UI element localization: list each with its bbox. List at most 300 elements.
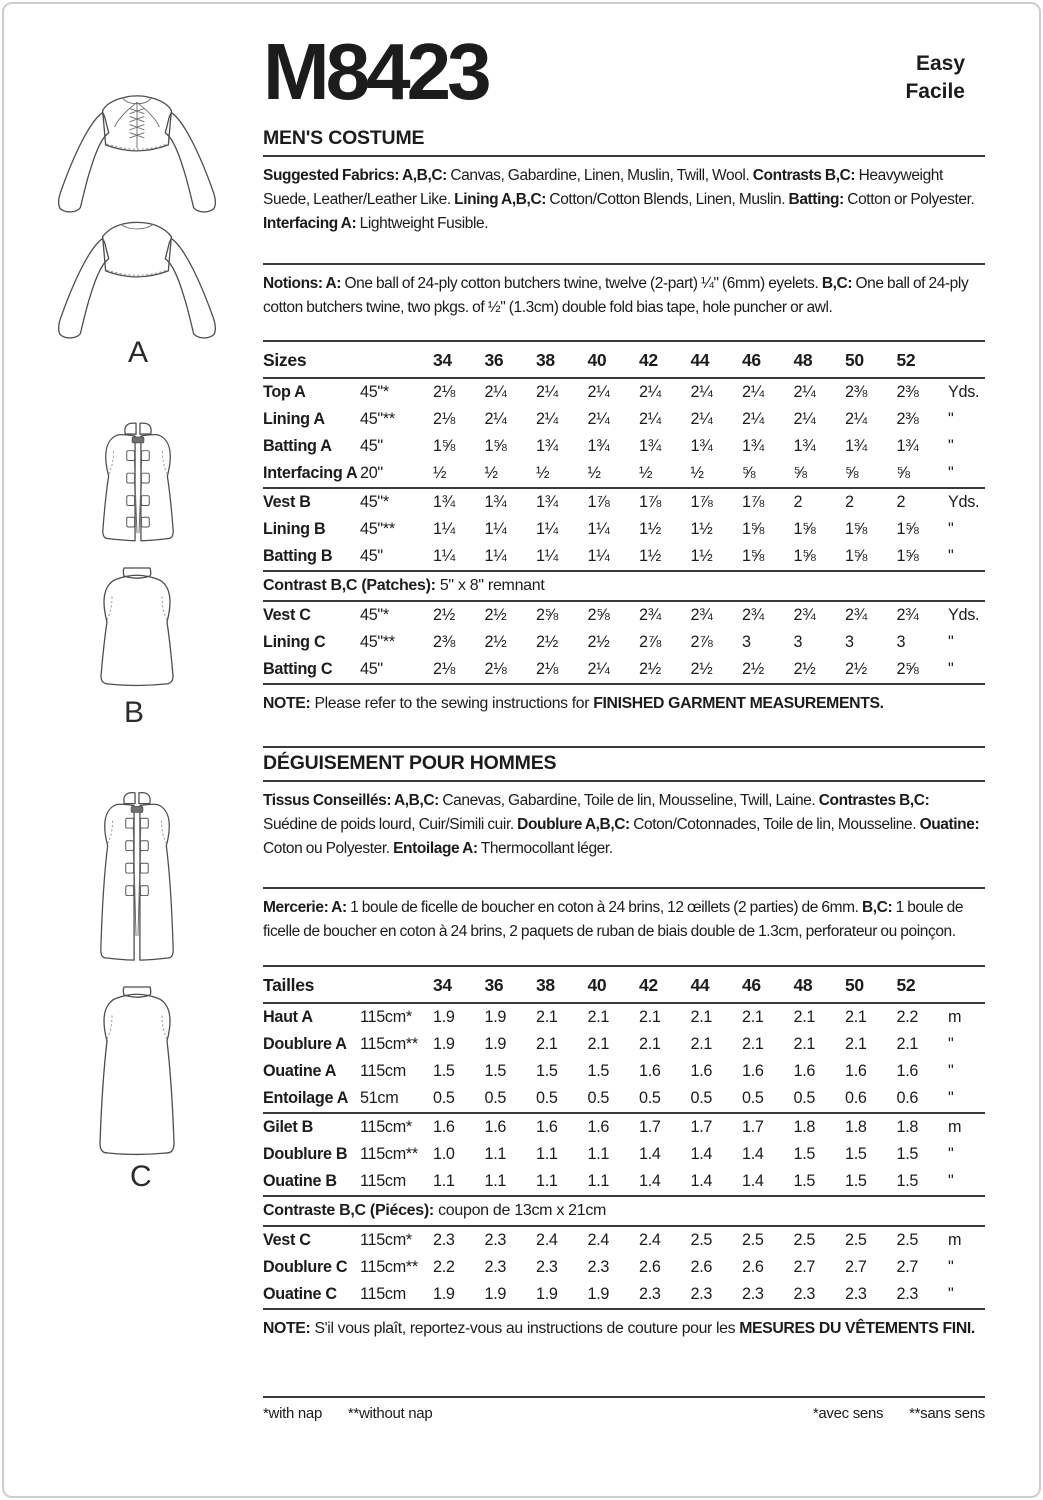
table-cell: 2.4 xyxy=(639,1230,661,1249)
table-cell: Entoilage A xyxy=(263,1088,349,1107)
yardage-rows-c-en xyxy=(263,602,985,683)
table-cell: 0.5 xyxy=(433,1088,455,1107)
table-cell: 2.3 xyxy=(690,1284,713,1303)
table-cell: Doublure B xyxy=(263,1144,348,1163)
table-cell: 2½ xyxy=(587,632,610,651)
table-cell: 20" xyxy=(360,463,383,482)
table-cell: 1½ xyxy=(639,519,661,538)
table-cell: 2½ xyxy=(536,632,558,651)
table-cell: 115cm* xyxy=(360,1117,412,1136)
table-cell: 1¼ xyxy=(587,546,610,565)
table-cell: " xyxy=(948,436,954,455)
size-column-header: 40 xyxy=(587,974,607,995)
table-cell: Doublure C xyxy=(263,1257,348,1276)
text-segment: Lightweight Fusible. xyxy=(356,215,489,233)
table-cell: " xyxy=(948,409,954,428)
french-section-header xyxy=(263,746,985,782)
table-cell: 2.5 xyxy=(845,1230,867,1249)
table-row xyxy=(263,379,985,406)
table-cell: Batting A xyxy=(263,436,332,455)
table-cell: Gilet B xyxy=(263,1117,314,1136)
table-row xyxy=(263,543,985,570)
footer-without-nap-en: **without nap xyxy=(347,1405,433,1422)
table-cell: 1.0 xyxy=(433,1144,455,1163)
size-column-header: 44 xyxy=(690,974,710,995)
table-cell: 2.3 xyxy=(845,1284,867,1303)
table-cell: 1¼ xyxy=(536,519,558,538)
table-cell: Vest C xyxy=(263,1230,311,1249)
size-column-header: 50 xyxy=(845,974,864,995)
table-cell: 2.5 xyxy=(742,1230,764,1249)
table-cell: 1.6 xyxy=(793,1061,816,1080)
table-cell: 1.5 xyxy=(793,1171,816,1190)
table-cell: 2⅛ xyxy=(433,659,455,678)
table-row xyxy=(263,433,985,460)
table-cell: 2⅛ xyxy=(536,659,558,678)
table-cell: 2.6 xyxy=(639,1257,661,1276)
table-cell: 1.1 xyxy=(536,1171,558,1190)
table-cell: 1⅝ xyxy=(896,546,919,565)
text-segment: MESURES DU VÊTEMENTS FINI. xyxy=(739,1319,975,1337)
yardage-rows-b-en xyxy=(263,489,985,570)
garment-c-front-illustration xyxy=(92,786,182,966)
table-cell: 1.9 xyxy=(587,1284,610,1303)
table-cell: 1.9 xyxy=(433,1284,455,1303)
text-segment: 1 boule de ficelle de boucher en coton à 24 brins, 12 œillets (2 parties) de 6mm. xyxy=(346,899,862,917)
text-segment: One ball of 24-ply cotton butchers twine, twelve (2-part) ¼" (6mm) eyelets. xyxy=(341,274,822,292)
table-cell: 1.8 xyxy=(896,1117,919,1136)
table-row xyxy=(263,516,985,543)
table-cell: ½ xyxy=(484,463,498,482)
table-cell: 2½ xyxy=(793,659,816,678)
table-cell: 1¾ xyxy=(536,492,558,511)
garment-b-label: B xyxy=(124,696,145,729)
pattern-number: M8423 xyxy=(263,27,488,116)
divider xyxy=(263,155,985,157)
table-cell: Ouatine A xyxy=(263,1061,337,1080)
table-cell: 2¼ xyxy=(845,409,867,428)
table-cell: 1⅝ xyxy=(793,546,816,565)
note-fr xyxy=(263,1318,985,1341)
table-cell: 115cm** xyxy=(360,1034,418,1053)
table-cell: " xyxy=(948,1257,954,1276)
table-cell: 2.1 xyxy=(639,1007,661,1026)
table-cell: 2.6 xyxy=(690,1257,713,1276)
table-cell: 2¼ xyxy=(536,382,558,401)
table-cell: " xyxy=(948,1171,954,1190)
table-cell: 2⅝ xyxy=(896,659,919,678)
table-cell: 2.1 xyxy=(845,1007,867,1026)
table-cell: " xyxy=(948,1144,954,1163)
table-cell: 2¼ xyxy=(690,409,713,428)
table-cell: Interfacing A xyxy=(263,463,358,482)
table-row xyxy=(263,656,985,683)
table-cell: 1¾ xyxy=(845,436,867,455)
table-cell: 1¼ xyxy=(433,546,455,565)
table-cell: 1.1 xyxy=(587,1144,610,1163)
table-cell: 2.6 xyxy=(742,1257,764,1276)
text-segment: Ouatine: xyxy=(919,815,980,833)
table-row xyxy=(263,1114,985,1141)
table-cell: " xyxy=(948,546,954,565)
notions-fr xyxy=(263,896,985,944)
table-cell: " xyxy=(948,1088,954,1107)
table-cell: m xyxy=(948,1117,962,1136)
table-cell: 2.3 xyxy=(484,1230,507,1249)
table-cell: 45" xyxy=(360,436,383,455)
table-cell: 45"* xyxy=(360,492,389,511)
table-row xyxy=(263,1227,985,1254)
text-segment: Tissus Conseillés: A,B,C: xyxy=(263,791,439,809)
table-cell: 2.3 xyxy=(536,1257,558,1276)
table-cell: 1.9 xyxy=(484,1034,507,1053)
table-cell: Lining C xyxy=(263,632,326,651)
table-cell: 0.5 xyxy=(536,1088,558,1107)
table-row xyxy=(263,629,985,656)
table-cell: 2.5 xyxy=(896,1230,919,1249)
table-cell: 2¾ xyxy=(690,605,713,624)
table-cell: " xyxy=(948,632,954,651)
text-segment: Canvas, Gabardine, Linen, Muslin, Twill, Wool. xyxy=(446,167,753,184)
table-cell: 3 xyxy=(793,632,803,651)
table-cell: " xyxy=(948,1061,954,1080)
size-column-header: 40 xyxy=(587,349,607,370)
table-cell: 0.5 xyxy=(690,1088,713,1107)
table-cell: 2½ xyxy=(690,659,713,678)
suggested-fabrics-fr xyxy=(263,789,985,862)
table-cell: 2.1 xyxy=(793,1007,816,1026)
table-cell: 1.5 xyxy=(433,1061,455,1080)
table-cell: 1.7 xyxy=(639,1117,661,1136)
table-cell: 2.1 xyxy=(690,1034,713,1053)
table-cell: 0.6 xyxy=(845,1088,867,1107)
size-column-header: 36 xyxy=(484,349,504,370)
table-cell: 2.1 xyxy=(587,1034,610,1053)
table-row xyxy=(263,1031,985,1058)
table-cell: 1.4 xyxy=(690,1144,713,1163)
size-column-header: 50 xyxy=(845,349,864,370)
table-cell: 2.1 xyxy=(639,1034,661,1053)
table-cell: 51cm xyxy=(360,1088,399,1107)
table-cell: Ouatine B xyxy=(263,1171,337,1190)
text-segment: Thermocollant léger. xyxy=(477,840,613,858)
text-segment: Contraste B,C (Piéces): xyxy=(263,1201,434,1219)
text-segment: Entoilage A: xyxy=(393,840,478,858)
table-cell: 2¼ xyxy=(639,409,661,428)
text-segment: Cotton/Cotton Blends, Linen, Muslin. xyxy=(546,191,789,209)
table-cell: 2.1 xyxy=(896,1034,919,1053)
footer xyxy=(263,1396,985,1422)
table-cell: 1¾ xyxy=(793,436,816,455)
table-cell: 115cm** xyxy=(360,1257,418,1276)
size-column-header: 46 xyxy=(742,974,761,995)
table-cell: 1¾ xyxy=(433,492,455,511)
garment-a-front-illustration xyxy=(46,88,228,218)
text-segment: Contrast B,C (Patches): xyxy=(263,576,436,594)
table-cell: Top A xyxy=(263,382,306,401)
table-cell: 1¾ xyxy=(690,436,713,455)
table-cell: Vest C xyxy=(263,605,311,624)
table-cell: 2.1 xyxy=(742,1034,764,1053)
table-cell: 115cm xyxy=(360,1284,406,1303)
table-cell: 1⅝ xyxy=(742,546,764,565)
table-cell: 1.9 xyxy=(433,1007,455,1026)
table-cell: 2⅝ xyxy=(536,605,558,624)
table-cell: 2¼ xyxy=(742,409,764,428)
table-cell: 2¼ xyxy=(587,382,610,401)
text-segment: Notions: A: xyxy=(263,274,342,292)
table-cell: 1⅞ xyxy=(690,492,713,511)
text-segment: Heavyweight Suede, Leather/Leather Like. xyxy=(263,167,943,209)
table-cell: 2¾ xyxy=(742,605,764,624)
text-segment: Lining A,B,C: xyxy=(454,191,547,209)
table-cell: 1⅞ xyxy=(587,492,610,511)
table-row xyxy=(263,1281,985,1308)
table-cell: Yds. xyxy=(948,605,980,624)
table-cell: 1.5 xyxy=(845,1144,867,1163)
table-cell: 1.9 xyxy=(433,1034,455,1053)
size-column-header: 44 xyxy=(690,349,710,370)
table-cell: Lining B xyxy=(263,519,326,538)
table-cell: m xyxy=(948,1230,962,1249)
table-cell: Ouatine C xyxy=(263,1284,337,1303)
table-cell: 2¾ xyxy=(896,605,919,624)
yardage-rows-b-fr xyxy=(263,1114,985,1195)
table-cell: 1¾ xyxy=(639,436,661,455)
table-cell: 2.3 xyxy=(484,1257,507,1276)
table-cell: 1⅝ xyxy=(896,519,919,538)
footer-with-nap-fr: *avec sens xyxy=(812,1405,884,1422)
table-cell: Batting C xyxy=(263,659,333,678)
table-cell: 1.5 xyxy=(793,1144,816,1163)
table-cell: 45"** xyxy=(360,519,395,538)
text-segment: B,C: xyxy=(861,899,893,917)
table-cell: ½ xyxy=(639,463,653,482)
difficulty-fr: Facile xyxy=(905,79,965,103)
table-cell: 2.1 xyxy=(536,1034,558,1053)
text-segment: Coton/Cotonnades, Toile de lin, Mousseline. xyxy=(629,815,920,833)
table-cell: 0.5 xyxy=(587,1088,610,1107)
text-segment: Doublure A,B,C: xyxy=(517,815,630,833)
table-cell: 1⅝ xyxy=(845,519,867,538)
table-cell: 1¼ xyxy=(484,546,507,565)
table-row xyxy=(263,1004,985,1031)
text-segment: Contrastes B,C: xyxy=(818,791,930,809)
table-cell: 2.5 xyxy=(690,1230,713,1249)
size-column-header: 48 xyxy=(793,349,813,370)
table-cell: ½ xyxy=(690,463,704,482)
table-cell: 1.7 xyxy=(690,1117,713,1136)
size-column-header: 38 xyxy=(536,349,555,370)
table-cell: 1¾ xyxy=(896,436,919,455)
yardage-table-header-fr xyxy=(263,967,985,1002)
table-cell: 1.6 xyxy=(587,1117,610,1136)
title-fr: DÉGUISEMENT POUR HOMMES xyxy=(263,751,557,774)
text-segment: Batting: xyxy=(788,191,844,209)
table-cell: 0.5 xyxy=(484,1088,507,1107)
text-segment: Suédine de poids lourd, Cuir/Simili cuir. xyxy=(263,815,518,833)
text-segment: FINISHED GARMENT MEASUREMENTS. xyxy=(593,694,884,712)
table-cell: 1.4 xyxy=(639,1144,661,1163)
table-cell: 1.1 xyxy=(484,1171,507,1190)
table-cell: 1.4 xyxy=(742,1171,764,1190)
table-cell: 3 xyxy=(896,632,906,651)
table-cell: 1.6 xyxy=(690,1061,713,1080)
table-cell: 1⅝ xyxy=(433,436,455,455)
table-cell: 1.5 xyxy=(896,1171,919,1190)
table-cell: Lining A xyxy=(263,409,325,428)
size-column-header: 34 xyxy=(433,349,452,370)
table-cell: ½ xyxy=(587,463,601,482)
text-segment: Contrasts B,C: xyxy=(752,167,856,184)
table-cell: 2¾ xyxy=(793,605,816,624)
table-cell: 1⅝ xyxy=(793,519,816,538)
table-cell: 2 xyxy=(896,492,906,511)
table-cell: 2.4 xyxy=(587,1230,610,1249)
table-cell: 2.1 xyxy=(793,1034,816,1053)
table-cell: 1.7 xyxy=(742,1117,764,1136)
table-cell: 2⅛ xyxy=(433,382,455,401)
table-cell: 1.5 xyxy=(536,1061,558,1080)
text-segment: Interfacing A: xyxy=(263,215,357,233)
size-column-header: 48 xyxy=(793,974,813,995)
table-cell: 1⅝ xyxy=(742,519,764,538)
table-cell: 1.1 xyxy=(536,1144,558,1163)
table-cell: 1.6 xyxy=(742,1061,764,1080)
table-cell: 1.9 xyxy=(484,1284,507,1303)
table-row xyxy=(263,1058,985,1085)
contrast-line-en xyxy=(263,572,985,600)
title-en: MEN'S COSTUME xyxy=(263,127,425,149)
table-cell: 0.5 xyxy=(742,1088,764,1107)
table-cell: 2¾ xyxy=(639,605,661,624)
table-cell: Haut A xyxy=(263,1007,313,1026)
divider xyxy=(263,887,985,889)
table-cell: 2⅜ xyxy=(896,409,919,428)
table-cell: 1.9 xyxy=(536,1284,558,1303)
table-cell: 1¼ xyxy=(536,546,558,565)
table-cell: 1½ xyxy=(690,546,713,565)
yardage-rows-a-fr xyxy=(263,1004,985,1112)
table-cell: 2½ xyxy=(433,605,455,624)
table-cell: 2.3 xyxy=(793,1284,816,1303)
garment-b-back-illustration xyxy=(91,562,183,690)
size-column-header: 36 xyxy=(484,974,504,995)
footer-nap-en xyxy=(263,1405,432,1422)
table-cell: 2.3 xyxy=(433,1230,455,1249)
table-row xyxy=(263,1141,985,1168)
table-cell: 2.7 xyxy=(793,1257,816,1276)
text-segment: S'il vous plaît, reportez-vous au instructions de couture pour les xyxy=(310,1319,740,1337)
divider xyxy=(263,263,985,265)
table-cell: ½ xyxy=(536,463,550,482)
contrast-line-fr xyxy=(263,1197,985,1225)
table-cell: ⅝ xyxy=(742,463,756,482)
table-row xyxy=(263,1168,985,1195)
table-cell: 1¼ xyxy=(484,519,507,538)
table-cell: " xyxy=(948,1034,954,1053)
table-cell: 3 xyxy=(845,632,854,651)
size-column-header: 52 xyxy=(896,974,916,995)
table-cell: 2¼ xyxy=(484,409,507,428)
table-cell: 1⅞ xyxy=(742,492,764,511)
table-cell: 45"** xyxy=(360,632,395,651)
text-segment: Cotton or Polyester. xyxy=(843,191,975,209)
table-cell: 1.4 xyxy=(742,1144,764,1163)
table-cell: 2.3 xyxy=(896,1284,919,1303)
table-cell: m xyxy=(948,1007,962,1026)
table-cell: 2⅛ xyxy=(433,409,455,428)
table-cell: 1.8 xyxy=(793,1117,816,1136)
table-cell: 2¼ xyxy=(793,409,816,428)
table-row xyxy=(263,406,985,433)
text-segment: One ball of 24-ply cotton butchers twine, two pkgs. of ½" (1.3cm) double fold bias tape, hole puncher or awl. xyxy=(263,274,969,316)
table-cell: " xyxy=(948,659,954,678)
table-cell: ½ xyxy=(433,463,447,482)
table-cell: 2½ xyxy=(484,632,507,651)
table-cell: 1.5 xyxy=(845,1171,867,1190)
table-cell: 1.6 xyxy=(484,1117,507,1136)
table-cell: 1.4 xyxy=(639,1171,661,1190)
table-cell: 2.3 xyxy=(742,1284,764,1303)
table-cell: 2½ xyxy=(845,659,867,678)
table-cell: 1½ xyxy=(690,519,713,538)
table-cell: 2.1 xyxy=(536,1007,558,1026)
table-head-label: Tailles xyxy=(263,974,315,995)
table-cell: 2 xyxy=(845,492,854,511)
table-cell: 2¼ xyxy=(484,382,507,401)
table-cell: 2¼ xyxy=(690,382,713,401)
table-cell: 0.5 xyxy=(793,1088,816,1107)
table-cell: 1.4 xyxy=(690,1171,713,1190)
table-cell: 2¾ xyxy=(845,605,867,624)
garment-c-label: C xyxy=(130,1160,152,1193)
garment-b-front-illustration xyxy=(93,416,183,548)
table-cell: 1.5 xyxy=(484,1061,507,1080)
note-en xyxy=(263,693,985,716)
table-cell: 1.9 xyxy=(484,1007,507,1026)
table-cell: " xyxy=(948,463,954,482)
table-cell: 1.6 xyxy=(845,1061,867,1080)
table-cell: 2½ xyxy=(484,605,507,624)
divider xyxy=(263,1396,985,1398)
text-segment: Canevas, Gabardine, Toile de lin, Mousseline, Twill, Laine. xyxy=(438,791,819,809)
table-row xyxy=(263,489,985,516)
text-segment: coupon de 13cm x 21cm xyxy=(433,1201,607,1219)
table-cell: 2.3 xyxy=(587,1257,610,1276)
table-cell: 1¾ xyxy=(587,436,610,455)
table-cell: 2.1 xyxy=(587,1007,610,1026)
table-cell: 1¾ xyxy=(536,436,558,455)
size-column-header: 52 xyxy=(896,349,916,370)
table-cell: 1.6 xyxy=(639,1061,661,1080)
table-cell: 2⅜ xyxy=(433,632,455,651)
table-cell: 2.2 xyxy=(896,1007,919,1026)
table-cell: 2¼ xyxy=(639,382,661,401)
footer-nap-fr xyxy=(813,1405,985,1422)
table-cell: 2⅝ xyxy=(587,605,610,624)
table-cell: 1¼ xyxy=(433,519,455,538)
table-cell: 2.1 xyxy=(742,1007,764,1026)
divider xyxy=(263,780,985,782)
table-cell: 45"** xyxy=(360,409,395,428)
table-cell: 1½ xyxy=(639,546,661,565)
table-cell: 1¾ xyxy=(742,436,764,455)
table-cell: 1.6 xyxy=(536,1117,558,1136)
table-cell: 2.7 xyxy=(845,1257,867,1276)
garment-a-back-illustration xyxy=(46,214,228,344)
text-segment: 5" x 8" remnant xyxy=(435,576,545,594)
